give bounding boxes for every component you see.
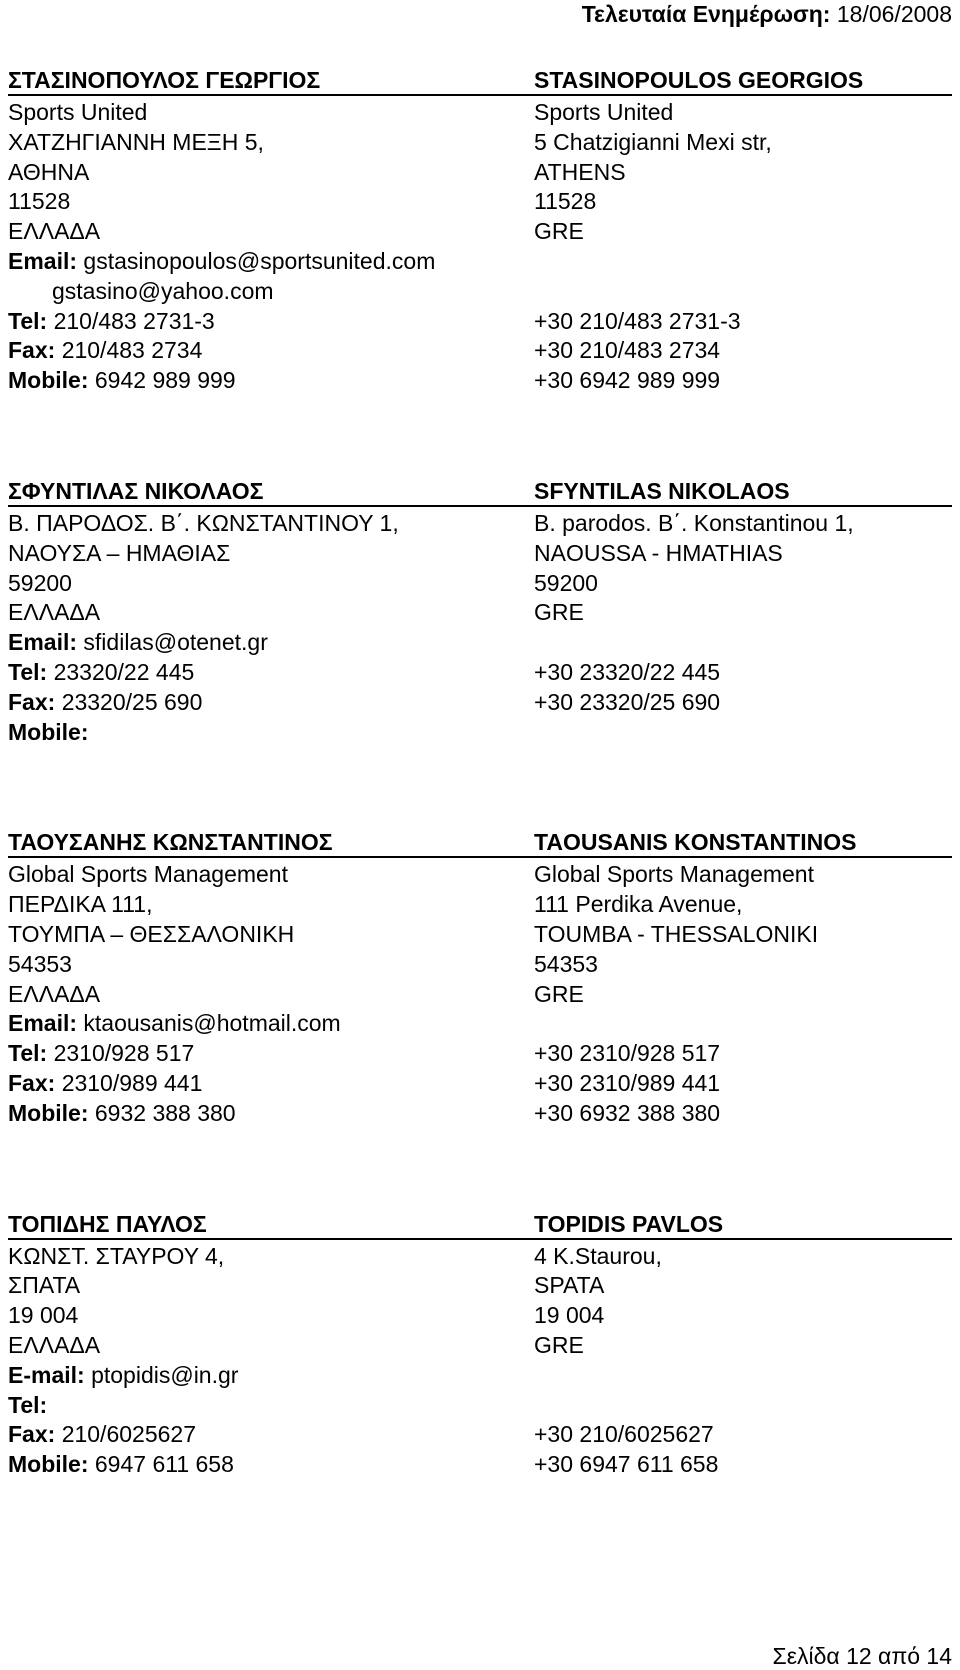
street-row (8, 890, 952, 920)
last-update-line (582, 1, 952, 28)
mobile-value: 6942 989 999 (94, 367, 236, 394)
city-greek: ΑΘΗΝΑ (8, 158, 90, 185)
mobile-label: Mobile: (8, 718, 89, 745)
zip-greek: 59200 (8, 569, 72, 596)
zip-row (8, 187, 952, 217)
email-label: Email: (8, 629, 78, 656)
zip-row (8, 950, 952, 980)
city-row (8, 1271, 952, 1301)
contact-name-latin: TAOUSANIS KONSTANTINOS (534, 829, 857, 856)
fax-label: Fax: (8, 688, 56, 715)
city-greek: ΝΑΟΥΣΑ – ΗΜΑΘΙΑΣ (8, 539, 231, 566)
tel-label: Tel: (8, 1040, 48, 1067)
tel-label: Tel: (8, 1391, 48, 1418)
fax-international: +30 2310/989 441 (534, 1069, 721, 1096)
contact-name-latin: SFYNTILAS NIKOLAOS (534, 477, 790, 504)
fax-value: 210/483 2734 (61, 337, 203, 364)
email-label: E-mail: (8, 1361, 85, 1388)
tel-value: 210/483 2731-3 (53, 307, 215, 334)
company-row (8, 860, 952, 890)
email-value-line (8, 247, 435, 277)
fax-row (8, 1069, 952, 1099)
company-greek: Global Sports Management (8, 861, 288, 888)
contact-name-greek: ΣΤΑΣΙΝΟΠΟΥΛΟΣ ΓΕΩΡΓΙΟΣ (8, 67, 321, 93)
fax-label: Fax: (8, 1069, 56, 1096)
contact-entry (8, 1210, 952, 1480)
country-greek: ΕΛΛΑΔΑ (8, 1331, 101, 1358)
mobile-row (8, 718, 952, 748)
fax-row (8, 336, 952, 366)
contact-name-greek: ΤΑΟΥΣΑΝΗΣ ΚΩΝΣΤΑΝΤΙΝΟΣ (8, 829, 333, 856)
zip-latin: 11528 (534, 188, 597, 215)
tel-row (8, 658, 952, 688)
email-row (8, 247, 952, 277)
email-secondary-row (8, 277, 952, 307)
zip-latin: 54353 (534, 950, 598, 977)
country-greek: ΕΛΛΑΔΑ (8, 599, 101, 626)
email-link[interactable]: sfidilas@otenet.gr (83, 629, 268, 656)
zip-row (8, 569, 952, 599)
tel-label: Tel: (8, 307, 48, 334)
country-row (8, 1331, 952, 1361)
tel-label: Tel: (8, 658, 48, 685)
mobile-international: +30 6942 989 999 (534, 367, 721, 394)
mobile-international: +30 6947 611 658 (534, 1451, 719, 1478)
email-secondary-link[interactable]: gstasino@yahoo.com (52, 277, 274, 304)
street-greek: ΧΑΤΖΗΓΙΑΝΝΗ ΜΕΞΗ 5, (8, 128, 264, 155)
email-row (8, 1009, 952, 1039)
mobile-label: Mobile: (8, 1099, 89, 1126)
contact-name-row (8, 828, 952, 858)
company-latin: Sports United (534, 99, 674, 125)
street-greek: Β. ΠΑΡΟΔΟΣ. Β΄. ΚΩΝΣΤΑΝΤΙΝΟΥ 1, (8, 509, 399, 536)
mobile-label: Mobile: (8, 1451, 89, 1478)
contact-name-latin: TOPIDIS PAVLOS (534, 1210, 724, 1237)
email-link[interactable]: ktaousanis@hotmail.com (83, 1010, 341, 1037)
fax-label: Fax: (8, 337, 56, 364)
contact-name-row (8, 66, 952, 96)
zip-latin: 19 004 (534, 1302, 605, 1329)
fax-international: +30 210/6025627 (534, 1421, 714, 1448)
city-row (8, 920, 952, 950)
tel-international: +30 210/483 2731-3 (534, 307, 741, 334)
email-link[interactable]: ptopidis@in.gr (91, 1361, 239, 1388)
contact-name-row (8, 477, 952, 507)
tel-international: +30 2310/928 517 (534, 1040, 721, 1067)
mobile-value: 6947 611 658 (94, 1451, 234, 1478)
country-code: GRE (534, 599, 584, 626)
country-row (8, 598, 952, 628)
tel-value: 23320/22 445 (53, 658, 195, 685)
street-greek: ΠΕΡΔΙΚΑ 111, (8, 891, 153, 918)
tel-row (8, 1039, 952, 1069)
fax-international: +30 210/483 2734 (534, 337, 721, 364)
contact-entry (8, 66, 952, 396)
email-row (8, 628, 952, 658)
country-row (8, 980, 952, 1010)
fax-row (8, 688, 952, 718)
fax-international: +30 23320/25 690 (534, 688, 721, 715)
street-latin: 111 Perdika Avenue, (534, 891, 743, 918)
tel-international: +30 23320/22 445 (534, 658, 721, 685)
mobile-row (8, 1450, 952, 1480)
country-code: GRE (534, 1331, 584, 1358)
last-update-label: Τελευταία Ενημέρωση: (581, 1, 831, 27)
email-value-line (8, 1009, 341, 1039)
street-latin: B. parodos. B΄. Konstantinou 1, (534, 509, 854, 536)
country-greek: ΕΛΛΑΔΑ (8, 980, 101, 1007)
street-latin: 4 K.Staurou, (534, 1242, 662, 1269)
street-greek: ΚΩΝΣΤ. ΣΤΑΥΡΟΥ 4, (8, 1242, 225, 1269)
contact-name-row (8, 1210, 952, 1240)
mobile-row (8, 366, 952, 396)
zip-greek: 11528 (8, 188, 71, 215)
email-label: Email: (8, 1010, 78, 1037)
city-greek: ΤΟΥΜΠΑ – ΘΕΣΣΑΛΟΝΙΚΗ (8, 920, 295, 947)
contact-name-greek: ΣΦΥΝΤΙΛΑΣ ΝΙΚΟΛΑΟΣ (8, 477, 264, 504)
country-code: GRE (534, 980, 584, 1007)
contact-name-greek: ΤΟΠΙΔΗΣ ΠΑΥΛΟΣ (8, 1210, 207, 1237)
tel-row (8, 1391, 952, 1421)
contact-entry (8, 477, 952, 747)
city-latin: TOUMBA - THESSALONIKI (534, 920, 819, 947)
email-label: Email: (8, 247, 78, 274)
company-latin: Global Sports Management (534, 861, 814, 888)
fax-label: Fax: (8, 1421, 56, 1448)
city-latin: NAOUSSA - HMATHIAS (534, 539, 783, 566)
email-value-line (8, 1361, 238, 1391)
zip-row (8, 1301, 952, 1331)
company-greek: Sports United (8, 99, 148, 125)
mobile-value: 6932 388 380 (94, 1099, 236, 1126)
tel-row (8, 307, 952, 337)
mobile-label: Mobile: (8, 367, 89, 394)
city-row (8, 539, 952, 569)
fax-row (8, 1420, 952, 1450)
country-greek: ΕΛΛΑΔΑ (8, 218, 101, 245)
street-row (8, 1242, 952, 1272)
zip-greek: 19 004 (8, 1302, 79, 1329)
fax-value: 2310/989 441 (61, 1069, 203, 1096)
email-link[interactable]: gstasinopoulos@sportsunited.com (83, 247, 436, 274)
mobile-international: +30 6932 388 380 (534, 1099, 721, 1126)
tel-value: 2310/928 517 (53, 1040, 195, 1067)
country-row (8, 217, 952, 247)
email-value-line (8, 628, 268, 658)
fax-value: 210/6025627 (61, 1421, 196, 1448)
street-latin: 5 Chatzigianni Mexi str, (534, 128, 772, 155)
contact-list (8, 66, 952, 1561)
page-number: Σελίδα 12 από 14 (772, 1643, 952, 1669)
street-row (8, 509, 952, 539)
company-row (8, 98, 952, 128)
street-row (8, 128, 952, 158)
country-code: GRE (534, 218, 584, 245)
mobile-row (8, 1099, 952, 1129)
city-latin: SPATA (534, 1272, 605, 1299)
fax-value: 23320/25 690 (61, 688, 203, 715)
city-latin: ATHENS (534, 158, 626, 185)
contact-entry (8, 828, 952, 1128)
city-row (8, 158, 952, 188)
last-update-date: 18/06/2008 (836, 1, 952, 27)
contact-name-latin: STASINOPOULOS GEORGIOS (534, 67, 864, 93)
email-row (8, 1361, 952, 1391)
city-greek: ΣΠΑΤΑ (8, 1272, 81, 1299)
zip-latin: 59200 (534, 569, 598, 596)
zip-greek: 54353 (8, 950, 72, 977)
